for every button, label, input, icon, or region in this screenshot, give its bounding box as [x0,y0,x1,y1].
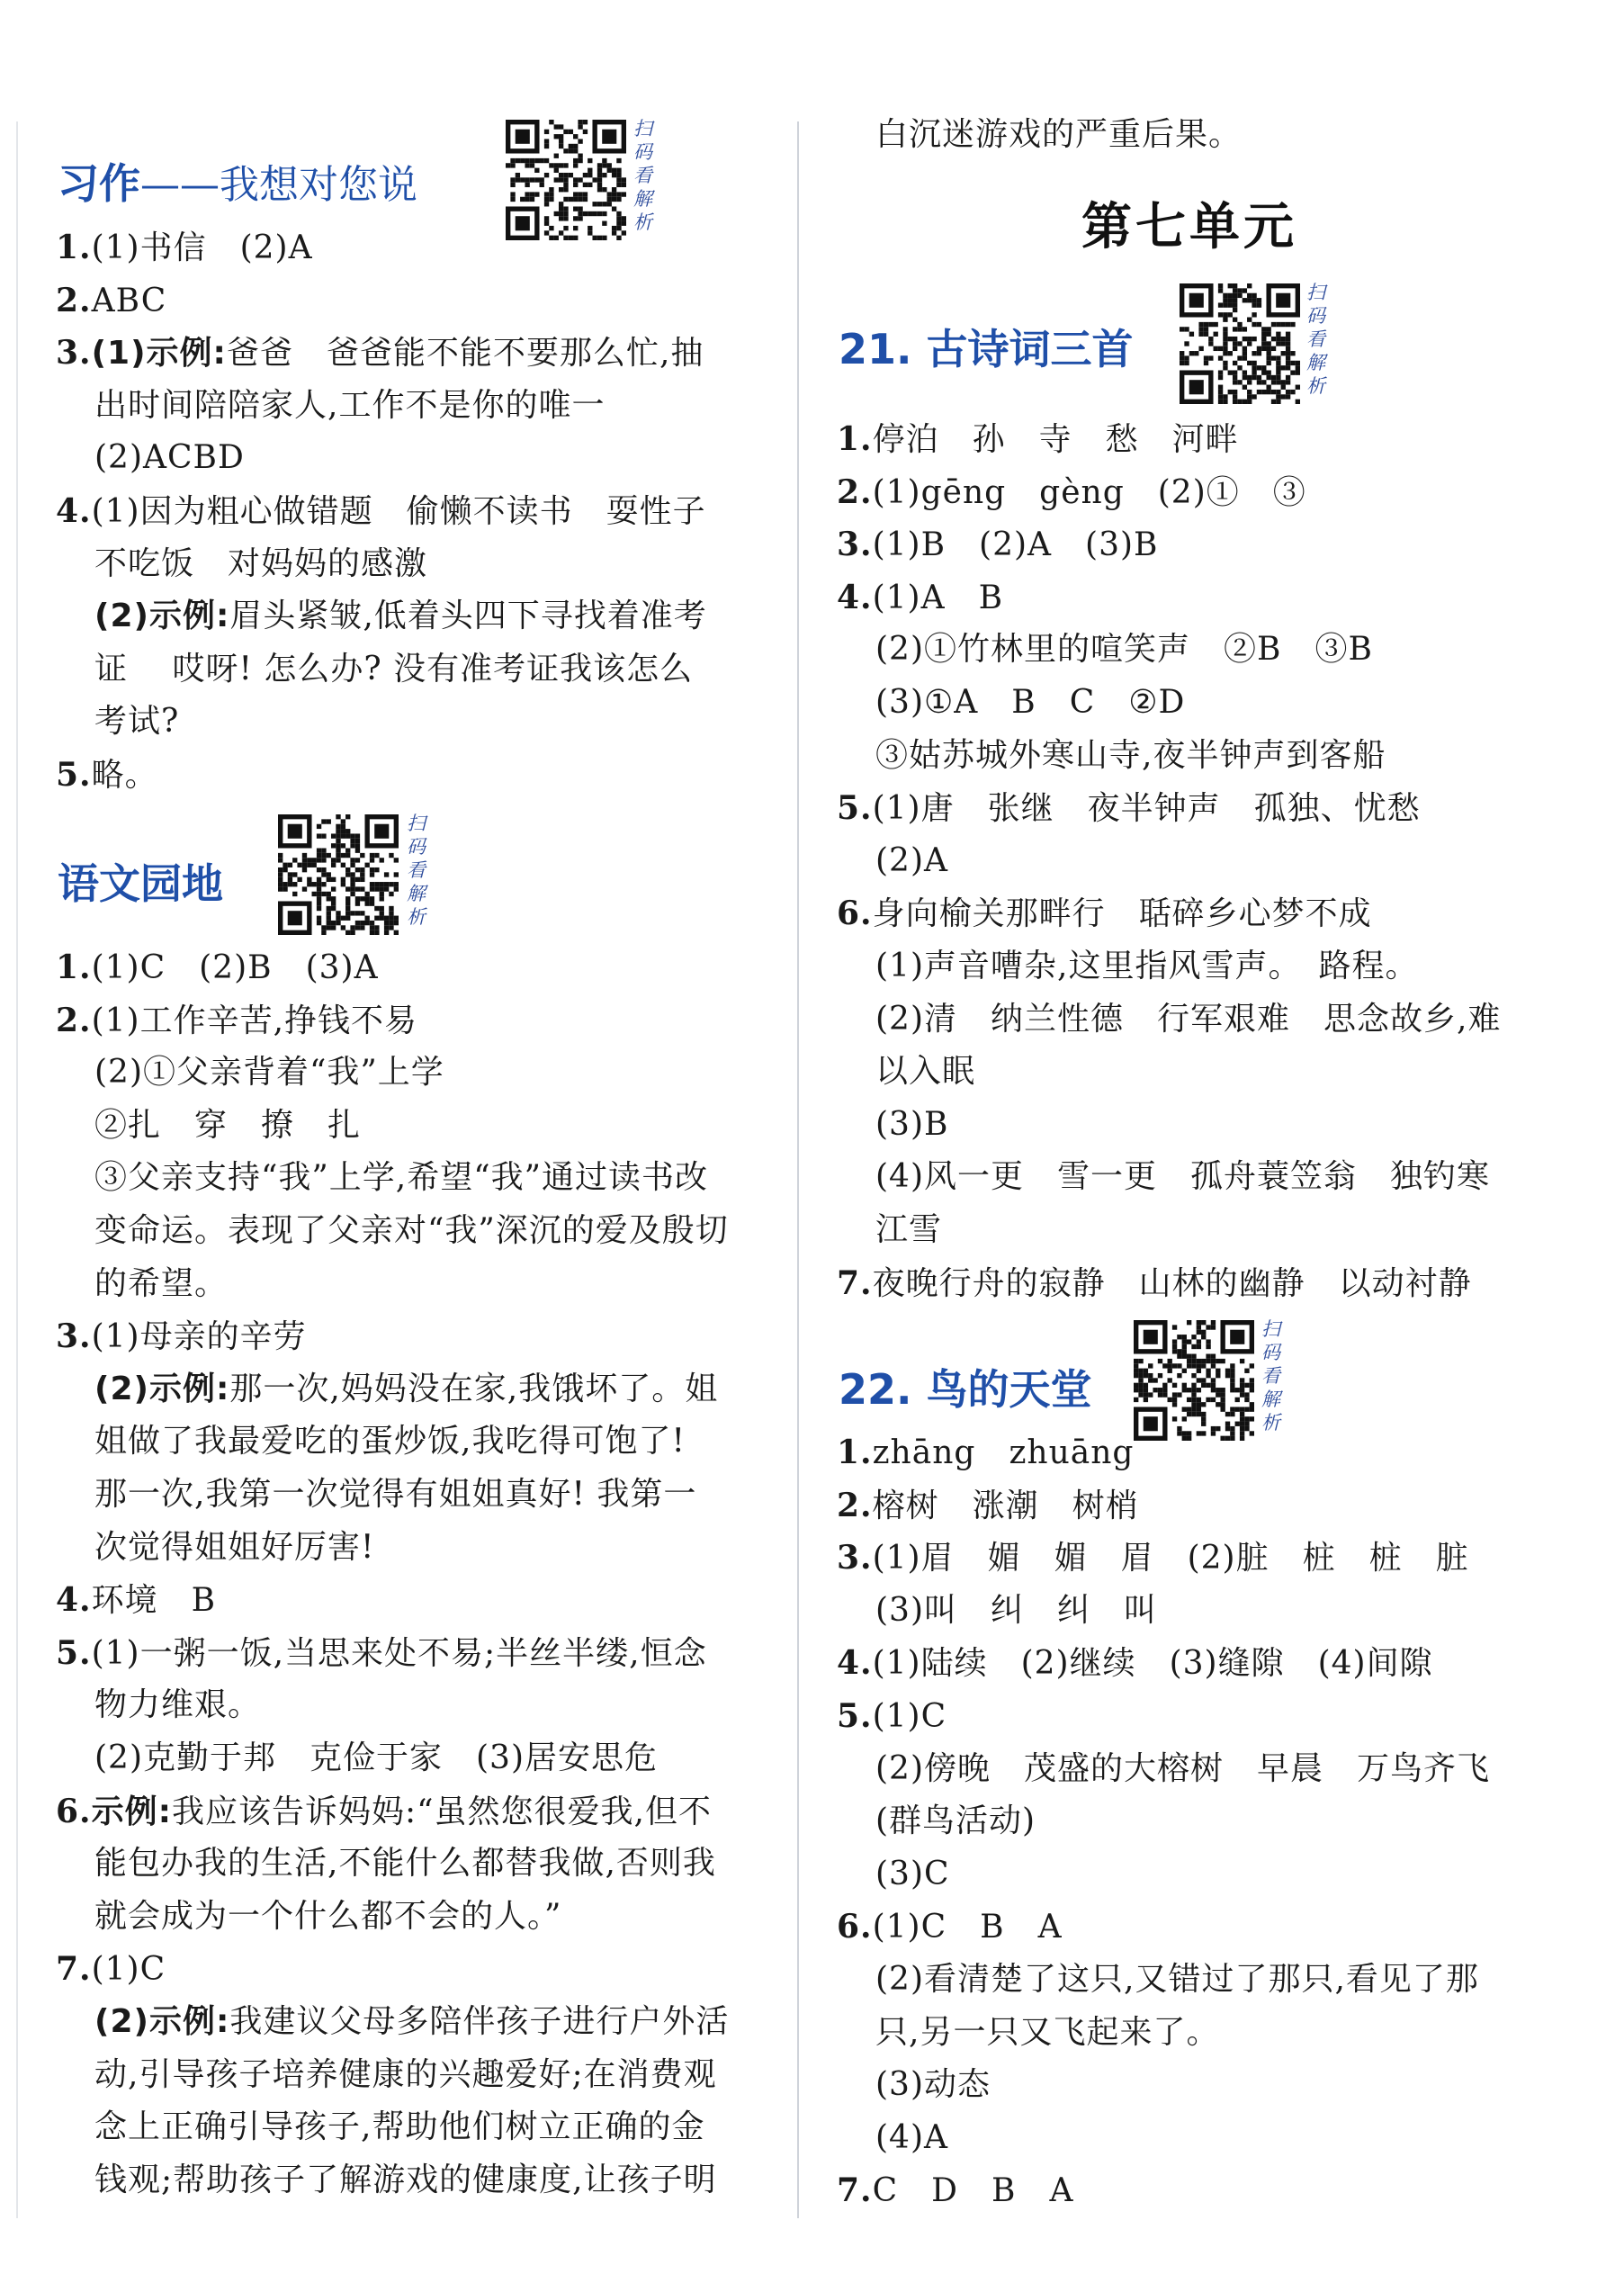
answer-text: 那一次,我第一次觉得有姐姐真好! 我第一 [94,1476,697,1513]
answer-text: 我建议父母多陪伴孩子进行户外活 [229,2003,730,2040]
question-number: 2. [837,472,873,511]
question-number: 5. [56,1633,92,1672]
answer-line [875,1743,1490,1795]
answer-text: (1)母亲的辛劳 [91,1318,307,1356]
answer-text: (1)因为粗心做错题 偷懒不读书 耍性子 [91,493,706,530]
answer-line [837,1479,1139,1532]
answer-text: (1)工作辛苦,挣钱不易 [91,1002,418,1039]
answer-line [56,749,158,801]
answer-line [56,1310,307,1362]
answer-text: ②扎 穿 撩 扎 [94,1106,362,1144]
answer-text: (2)克勤于邦 克俭于家 (3)居安思危 [94,1739,658,1776]
answer-text: 钱观;帮助孩子了解游戏的健康度,让孩子明 [94,2161,717,2198]
answer-line [94,643,693,696]
answer-line [875,1848,950,1901]
answer-text: 只,另一只又飞起来了。 [875,2013,1220,2051]
answer-text: 眉头紧皱,低着头四下寻找着准考 [229,598,707,635]
answer-text: (1)一粥一饭,当思来处不易;半丝半缕,恒念 [91,1634,707,1672]
answer-text: C D B A [872,2172,1074,2210]
section-title-22: 22. 鸟的天堂 [839,1365,1092,1414]
question-number: 4. [837,578,873,616]
answer-line [875,835,948,887]
answer-line [94,538,427,590]
answer-line [837,1690,947,1742]
answer-line [837,1426,1134,1479]
answer-text: (2)清 纳兰性德 行军艰难 思念故乡,难 [875,1000,1502,1038]
answer-line [94,1363,718,1416]
answer-text: 变命运。表现了父亲对“我”深沉的爱及殷切 [94,1212,729,1249]
question-number: 6. [837,1908,873,1946]
answer-line [875,1795,1036,1847]
answer-text: (3)动态 [875,2066,991,2104]
answer-text: 姐做了我最爱吃的蛋炒饭,我吃得可饱了! [94,1423,686,1461]
question-number: 7. [837,2171,873,2210]
question-number: 2. [56,281,92,319]
answer-text: ③父亲支持“我”上学,希望“我”通过读书改 [94,1159,709,1197]
column-divider [797,121,799,2218]
question-number: 5. [56,756,92,794]
answer-line [94,696,179,748]
answer-text: (1)gēng gèng (2)① ③ [872,473,1306,511]
answer-line [56,1627,707,1679]
answer-text: 次觉得姐姐好厉害! [94,1528,375,1566]
answer-line [56,1943,166,1995]
answer-text: 以入眠 [875,1053,976,1091]
answer-line [94,1679,261,1731]
answer-line [56,994,417,1047]
answer-text: 我应该告诉妈妈:“虽然您很爱我,但不 [172,1793,712,1830]
answer-text: (1)陆续 (2)继续 (3)缝隙 (4)间隙 [872,1645,1433,1683]
example-label: (1)示例: [91,335,227,373]
answer-line [94,1205,729,1257]
answer-line [56,485,706,537]
answer-line [837,2164,1073,2216]
question-number: 5. [837,1697,873,1735]
answer-text: (3)叫 纠 纠 叫 [875,1591,1157,1629]
answer-line [875,1954,1479,2006]
answer-text: (2)A [875,841,948,879]
answer-text: (1)C (2)B (3)A [91,949,379,986]
answer-text: 略。 [91,757,158,794]
answer-text: (1)C [872,1698,947,1735]
answer-line [837,1901,1063,1953]
answer-line [837,887,1372,939]
answer-line [875,624,1373,676]
answer-line [837,782,1421,834]
answer-line [875,1585,1157,1637]
answer-line [94,1152,708,1204]
question-number: 4. [56,492,92,530]
answer-line [94,1100,361,1152]
example-label: (2)示例: [94,2003,230,2040]
answer-text: (3)①A B C ②D [875,684,1186,721]
answer-text: (群鸟活动) [875,1802,1036,1840]
answer-line [56,274,166,327]
answer-line [56,1785,712,1838]
answer-line [875,730,1386,782]
answer-text: (4)A [875,2118,948,2156]
question-number: 6. [837,894,873,933]
left-margin-rule [16,121,18,2218]
answer-text: 就会成为一个什么都不会的人。” [94,1897,562,1935]
answer-line [875,1046,975,1098]
answer-text: (2)①竹林里的喧笑声 ②B ③B [875,631,1373,669]
question-number: 1. [56,948,92,986]
answer-text: (1)C [91,1951,166,1989]
answer-text: 的希望。 [94,1264,229,1302]
answer-text: (3)C [875,1855,950,1892]
answer-text: 能包办我的生活,不能什么都替我做,否则我 [94,1845,716,1883]
answer-line [94,1258,228,1310]
answer-line [875,940,1418,993]
answer-line [94,1996,729,2048]
answer-line [56,941,379,993]
answer-text: (1)唐 张继 夜半钟声 孤独、忧愁 [872,790,1421,828]
answer-text: 那一次,妈妈没在家,我饿坏了。姐 [229,1370,719,1407]
qr-label: 扫码看解析 [633,118,652,233]
answer-line [875,1204,942,1256]
answer-line [94,1522,374,1574]
answer-line [875,677,1185,729]
question-number: 3. [837,526,873,564]
answer-text: (1)眉 媚 媚 眉 (2)脏 桩 桩 脏 [872,1540,1469,1577]
answer-line [837,571,1003,624]
answer-line [94,1838,716,1890]
answer-line [94,590,707,643]
answer-text: 榕树 涨潮 树梢 [872,1487,1139,1524]
section-title-sub: ——我想对您说 [140,162,417,208]
qr-code[interactable] [506,120,626,240]
qr-label: 扫码看解析 [407,813,426,928]
answer-text: (3)B [875,1105,949,1143]
answer-text: (2)ACBD [94,439,245,477]
answer-text: 停泊 孙 寺 愁 河畔 [872,421,1239,458]
answer-text: 证 哎呀! 怎么办? 没有准考证我该怎么 [94,650,694,688]
answer-line [875,2059,991,2111]
unit-title: 第七单元 [1081,197,1297,256]
answer-line [875,1151,1490,1203]
answer-line [94,380,605,432]
answer-text: 夜晚行舟的寂静 山林的幽静 以动衬静 [872,1264,1472,1302]
answer-line [94,1891,561,1943]
answer-line [94,1732,658,1784]
answer-line [837,1257,1472,1309]
question-number: 5. [837,789,873,828]
answer-text: 物力维艰。 [94,1686,262,1724]
example-label: (2)示例: [94,1370,230,1407]
answer-text: (1)C B A [872,1909,1063,1946]
answer-line [837,1532,1469,1584]
question-number: 3. [56,1317,92,1356]
answer-text: ABC [91,282,167,319]
answer-line [837,466,1306,518]
answer-line [56,1574,216,1626]
answer-text: (1)A B [872,579,1004,616]
answer-text: 念上正确引导孩子,帮助他们树立正确的金 [94,2108,705,2146]
answer-line [875,2112,948,2164]
question-number: 1. [837,420,873,458]
answer-text: 江雪 [875,1211,943,1248]
section-title-21: 21. 古诗词三首 [839,325,1134,373]
qr-code[interactable] [1134,1320,1254,1441]
answer-line [94,1416,686,1468]
answer-text: 出时间陪陪家人,工作不是你的唯一 [94,386,606,424]
answer-line [56,221,313,274]
section-title-xizuo [58,151,417,211]
answer-line [56,327,704,379]
answer-text: (4)风一更 雪一更 孤舟蓑笠翁 独钓寒 [875,1158,1490,1196]
answer-line [94,1047,444,1099]
answer-text: (2)①父亲背着“我”上学 [94,1054,444,1092]
answer-line [94,2154,717,2207]
answer-line [875,1099,948,1151]
question-number: 2. [56,1001,92,1039]
answer-text: (2)傍晚 茂盛的大榕树 早晨 万鸟齐飞 [875,1749,1490,1787]
question-number: 3. [837,1539,873,1577]
question-number: 2. [837,1486,873,1524]
answer-line [94,432,245,484]
question-number: 4. [837,1644,873,1683]
example-label: 示例: [91,1793,172,1830]
example-label: (2)示例: [94,598,230,635]
qr-label: 扫码看解析 [1261,1318,1280,1434]
answer-text: zhāng zhuāng [872,1434,1135,1471]
question-number: 1. [56,229,92,266]
answer-line [94,2101,704,2153]
qr-code[interactable] [1180,283,1300,404]
answer-text: (1)声音嘈杂,这里指风雪声。 路程。 [875,948,1419,984]
answer-line [837,1637,1433,1689]
answer-text: 动,引导孩子培养健康的兴趣爱好;在消费观 [94,2055,717,2093]
answer-text: (1)书信 (2)A [91,229,313,266]
answer-text: ③姑苏城外寒山寺,夜半钟声到客船 [875,736,1386,774]
answer-text: (2)看清楚了这只,又错过了那只,看见了那 [875,1961,1479,1998]
answer-text: 身向榆关那畔行 聒碎乡心梦不成 [872,895,1372,933]
answer-text: (1)B (2)A (3)B [872,526,1159,564]
section-title-main: 习作 [58,159,140,208]
answer-line [875,2007,1219,2059]
answer-text: 考试? [94,703,180,741]
question-number: 3. [56,334,92,373]
qr-label: 扫码看解析 [1306,282,1325,397]
answer-text: 不吃饭 对妈妈的感激 [94,544,428,582]
answer-line [837,413,1239,465]
continued-line: 白沉迷游戏的严重后果。 [875,116,1243,153]
section-title-yuwenyuandi: 语文园地 [58,859,223,908]
answer-text: 爸爸 爸爸能不能不要那么忙,抽 [226,335,704,373]
answer-line [837,518,1159,571]
question-number: 7. [837,1263,873,1302]
answer-text: 环境 B [91,1582,217,1620]
answer-line [94,2049,717,2101]
question-number: 7. [56,1950,92,1989]
question-number: 6. [56,1792,92,1830]
answer-line [94,1469,696,1521]
question-number: 4. [56,1581,92,1620]
qr-code[interactable] [278,814,399,935]
answer-line [875,993,1501,1046]
question-number: 1. [837,1434,873,1471]
